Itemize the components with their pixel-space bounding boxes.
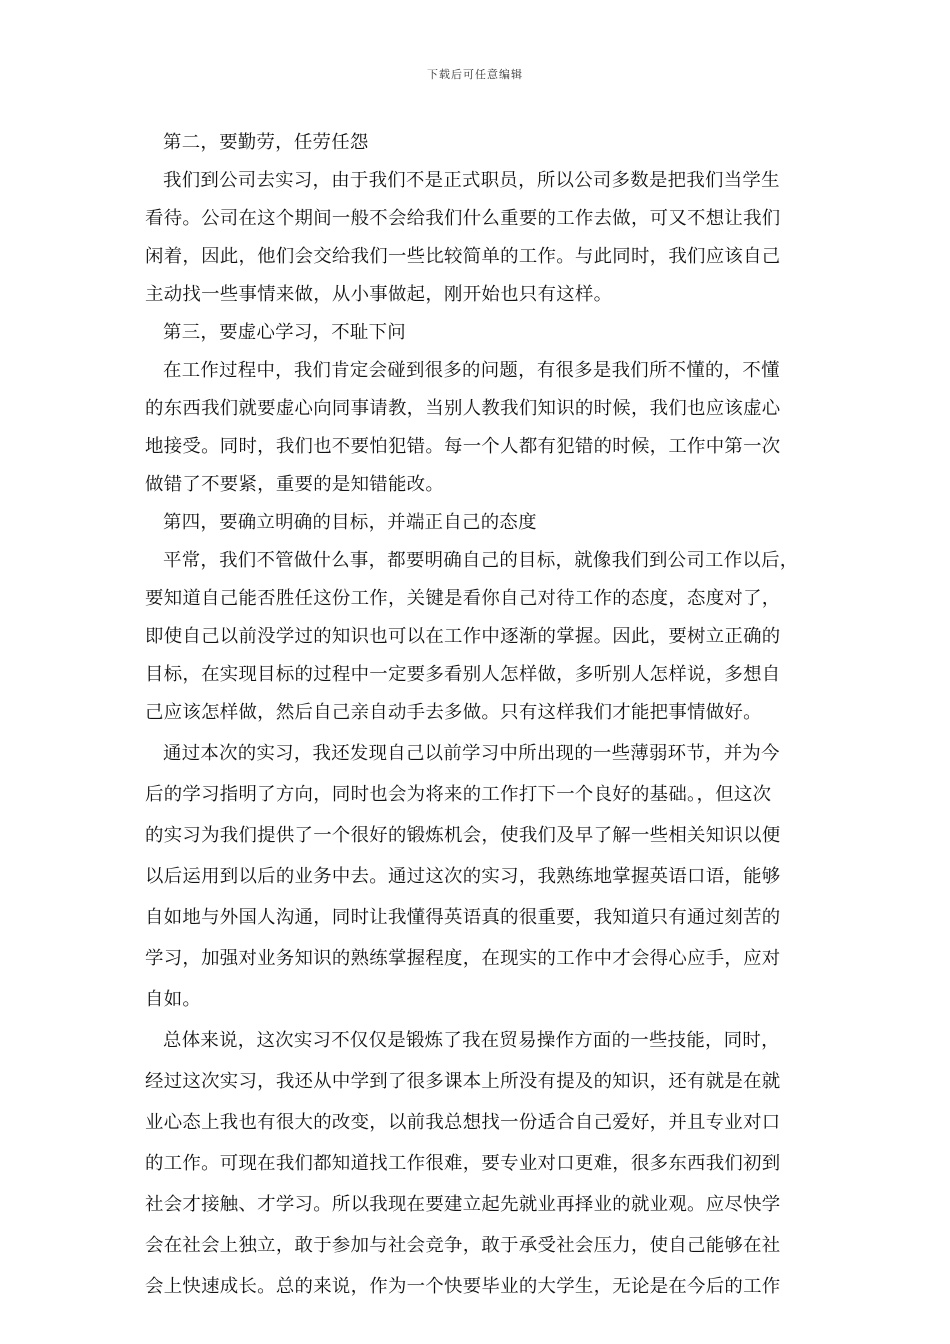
text-line: 己应该怎样做，然后自己亲自动手去多做。只有这样我们才能把事情做好。 [145,702,762,723]
text-line: 社会才接触、才学习。所以我现在要建立起先就业再择业的就业观。应尽快学 [145,1194,781,1215]
text-line: 第二，要勤劳，任劳任怨 [163,132,369,153]
text-line: 第三，要虚心学习，不耻下问 [163,322,406,343]
text-line: 第四，要确立明确的目标，并端正自己的态度 [163,512,537,533]
text-line: 通过本次的实习，我还发现自己以前学习中所出现的一些薄弱环节，并为今 [163,743,780,764]
text-line: 总体来说，这次实习不仅仅是锻炼了我在贸易操作方面的一些技能，同时， [163,1030,780,1051]
text-line: 的实习为我们提供了一个很好的锻炼机会，使我们及早了解一些相关知识以便 [145,825,781,846]
text-line: 的东西我们就要虚心向同事请教，当别人教我们知识的时候，我们也应该虚心 [145,398,781,419]
text-line: 自如地与外国人沟通，同时让我懂得英语真的很重要，我知道只有通过刻苦的 [145,907,781,928]
document-body [145,124,809,1306]
text-line: 做错了不要紧，重要的是知错能改。 [145,474,445,495]
text-line: 以后运用到以后的业务中去。通过这次的实习，我熟练地掌握英语口语，能够 [145,866,781,887]
text-line: 我们到公司去实习，由于我们不是正式职员，所以公司多数是把我们当学生 [163,170,780,191]
text-line: 自如。 [145,989,202,1010]
text-line: 学习，加强对业务知识的熟练掌握程度，在现实的工作中才会得心应手，应对 [145,948,781,969]
text-line: 地接受。同时，我们也不要怕犯错。每一个人都有犯错的时候，工作中第一次 [145,436,781,457]
text-line: 看待。公司在这个期间一般不会给我们什么重要的工作去做，可又不想让我们 [145,208,781,229]
text-line: 的工作。可现在我们都知道找工作很难，要专业对口更难，很多东西我们初到 [145,1153,781,1174]
text-line: 主动找一些事情来做，从小事做起，刚开始也只有这样。 [145,284,613,305]
text-line: 目标，在实现目标的过程中一定要多看别人怎样做，多听别人怎样说，多想自 [145,664,781,685]
text-line: 在工作过程中，我们肯定会碰到很多的问题，有很多是我们所不懂的，不懂 [163,360,780,381]
text-line: 业心态上我也有很大的改变，以前我总想找一份适合自己爱好，并且专业对口 [145,1112,781,1133]
text-line: 平常，我们不管做什么事，都要明确自己的目标，就像我们到公司工作以后， [163,550,799,571]
text-line: 经过这次实习，我还从中学到了很多课本上所没有提及的知识，还有就是在就 [145,1071,781,1092]
text-line: 要知道自己能否胜任这份工作，关键是看你自己对待工作的态度，态度对了， [145,588,781,609]
text-line: 会上快速成长。总的来说，作为一个快要毕业的大学生，无论是在今后的工作 [145,1276,781,1297]
text-line: 后的学习指明了方向，同时也会为将来的工作打下一个良好的基础。，但这次 [145,784,772,805]
text-line: 即使自己以前没学过的知识也可以在工作中逐渐的掌握。因此，要树立正确的 [145,626,781,647]
page-header: 下载后可任意编辑 [427,68,523,81]
text-line: 闲着，因此，他们会交给我们一些比较简单的工作。与此同时，我们应该自己 [145,246,781,267]
text-line: 会在社会上独立，敢于参加与社会竞争，敢于承受社会压力，使自己能够在社 [145,1235,781,1256]
